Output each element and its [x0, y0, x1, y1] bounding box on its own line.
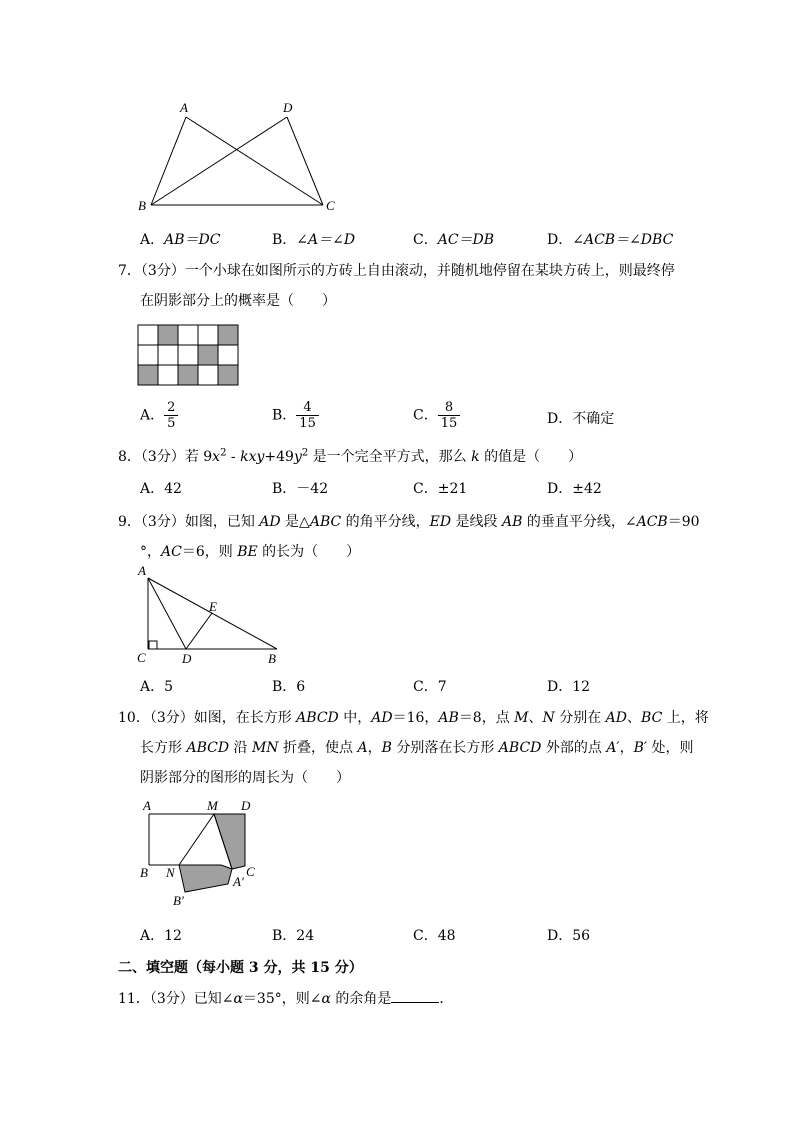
q8-option-d-letter: D． — [547, 481, 573, 497]
q6-option-a[interactable] — [140, 229, 220, 249]
q10-l1c: ＝16， — [392, 710, 439, 726]
q7-option-c-letter: C． — [413, 407, 438, 424]
q7-option-b-fraction — [296, 400, 319, 431]
q10-l2g: ， — [619, 740, 634, 756]
q6-option-c-letter: C． — [413, 232, 438, 248]
q7-option-c[interactable] — [413, 400, 460, 431]
q9-be: BE — [237, 544, 258, 560]
q11-alpha: α — [233, 991, 243, 1007]
q7-option-a-num: 2 — [164, 400, 178, 416]
q11-prefix: 11．（3分）已知∠ — [118, 991, 234, 1007]
q8-option-a[interactable] — [140, 478, 182, 498]
q6-option-d-letter: D． — [547, 232, 573, 248]
q8-option-c-letter: C． — [413, 481, 438, 497]
q9-l2c: 的长为（ ） — [257, 544, 361, 560]
q9-l1c: 的角平分线， — [341, 514, 430, 530]
q9-option-b-text: 6 — [296, 679, 306, 695]
q7-option-d-letter: D． — [547, 411, 573, 427]
q9-ad: AD — [259, 514, 281, 530]
q6-option-b-letter: B． — [272, 232, 297, 248]
q10-bp: B′ — [633, 740, 648, 756]
q8-option-b-letter: B． — [272, 481, 297, 497]
q7-tile-grid — [138, 325, 238, 385]
q11-mid: ＝35°，则∠ — [242, 991, 322, 1007]
q10-option-b-text: 24 — [296, 928, 315, 944]
q10-stem-line2 — [140, 737, 694, 757]
q8-var-x: x — [212, 449, 221, 465]
q6-option-a-letter: A． — [140, 232, 165, 248]
q8-option-d-text: ±42 — [572, 481, 602, 497]
q10-abcd2: ABCD — [186, 740, 230, 756]
q7-option-a-fraction — [164, 400, 178, 431]
q9-acb: ACB — [636, 514, 668, 530]
q9-option-c-letter: C． — [413, 679, 438, 695]
q9-option-c[interactable] — [413, 676, 447, 696]
q10-l2d: ， — [367, 740, 382, 756]
q9-label-a: A — [138, 563, 146, 578]
q10-ap: A′ — [606, 740, 620, 756]
q8-option-b[interactable] — [272, 478, 328, 498]
q9-ed: ED — [429, 514, 452, 530]
q6-line-bd — [151, 117, 287, 205]
q7-option-d[interactable] — [547, 408, 614, 428]
q6-option-d-text: ∠ACB＝∠DBC — [572, 232, 674, 248]
q6-option-b-text: ∠A＝∠D — [296, 232, 356, 248]
q10-abcd3: ABCD — [498, 740, 542, 756]
q7-option-b-num: 4 — [296, 400, 319, 416]
q10-l1a: 10．（3分）如图，在长方形 — [118, 710, 297, 726]
q8-stem-prefix: 8．（3分）若 9 — [118, 449, 213, 465]
q8-minus: - — [226, 449, 241, 465]
q10-label-a-prime: A′ — [233, 874, 244, 889]
section-2-title: 二、填空题（每小题 3 分，共 15 分） — [118, 960, 363, 976]
q9-l1f: ＝90 — [667, 514, 700, 530]
q7-option-c-fraction — [438, 400, 461, 431]
q10-label-b-prime: B′ — [173, 893, 184, 908]
q10-b: B — [381, 740, 392, 756]
q7-option-b-den: 15 — [299, 416, 316, 431]
q9-option-b[interactable] — [272, 676, 305, 696]
q10-l2h: 处，则 — [647, 740, 694, 756]
q7-option-b-letter: B． — [272, 407, 297, 424]
q11-end: ． — [439, 991, 454, 1007]
q10-ad: AD — [371, 710, 393, 726]
q10-option-c-letter: C． — [413, 928, 438, 944]
q10-ad2: AD — [605, 710, 628, 726]
q6-option-d[interactable] — [547, 229, 673, 249]
q6-line-ba — [151, 117, 186, 205]
q10-m: M — [514, 710, 529, 726]
q9-l1a: 9．（3分）如图，已知 — [118, 514, 260, 530]
q6-option-c-text: AC＝DB — [437, 232, 495, 248]
q10-l1d: ＝8，点 — [458, 710, 515, 726]
q7-option-a-letter: A． — [140, 407, 165, 424]
q10-option-d-letter: D． — [547, 928, 573, 944]
q9-l1b: 是△ — [280, 514, 310, 530]
q8-k: k — [471, 449, 480, 465]
q6-label-a: A — [180, 100, 188, 115]
q9-option-a-letter: A． — [140, 679, 165, 695]
q10-l1b: 中， — [338, 710, 372, 726]
q10-option-c[interactable] — [413, 925, 456, 945]
q9-label-b: B — [268, 651, 276, 666]
q7-option-c-num: 8 — [438, 400, 461, 416]
q8-plus: +49 — [264, 449, 294, 465]
q10-label-m: M — [207, 798, 218, 813]
q10-n: N — [542, 710, 555, 726]
q8-option-c-text: ±21 — [437, 481, 468, 497]
q6-label-d: D — [283, 100, 293, 115]
q10-label-b: B — [140, 865, 148, 880]
q10-label-d: D — [241, 798, 251, 813]
q9-ab: AB — [502, 514, 523, 530]
q8-var-y: y — [293, 449, 302, 465]
q8-option-a-text: 42 — [164, 481, 182, 497]
q10-option-a[interactable] — [140, 925, 182, 945]
q10-mn: MN — [251, 740, 279, 756]
q10-l1g: 、 — [627, 710, 642, 726]
q10-l2c: 折叠，使点 — [278, 740, 358, 756]
q10-l2b: 沿 — [229, 740, 252, 756]
q10-l1e: 、 — [528, 710, 543, 726]
q9-stem-line1 — [118, 511, 700, 531]
q6-line-ac — [186, 117, 323, 205]
q8-kxy: kxy — [240, 449, 265, 465]
q10-option-d-text: 56 — [572, 928, 591, 944]
q10-l2a: 长方形 — [140, 740, 187, 756]
q9-l1e: 的垂直平分线，∠ — [522, 514, 637, 530]
q8-option-c[interactable] — [413, 478, 467, 498]
q10-label-a: A — [143, 798, 151, 813]
q9-figure — [140, 575, 280, 655]
q9-option-b-letter: B． — [272, 679, 297, 695]
q9-stem-line2 — [140, 541, 360, 561]
q8-stem — [118, 446, 582, 466]
q10-option-b[interactable] — [272, 925, 314, 945]
q6-option-a-text: AB＝DC — [164, 232, 221, 248]
q10-label-n: N — [166, 865, 175, 880]
q8-option-d[interactable] — [547, 478, 602, 498]
q9-label-e: E — [209, 599, 217, 614]
q10-option-d[interactable] — [547, 925, 590, 945]
q11-suffix: 的余角是 — [330, 991, 392, 1007]
q9-l2b: ＝6，则 — [181, 544, 238, 560]
q10-l2f: 外部的点 — [541, 740, 607, 756]
q6-option-c[interactable] — [413, 229, 494, 249]
q9-option-d-text: 12 — [572, 679, 591, 695]
q9-label-c: C — [137, 650, 146, 665]
q10-abcd: ABCD — [296, 710, 339, 726]
q7-stem-line1: 7．（3分）一个小球在如图所示的方砖上自由滚动，并随机地停留在某块方砖上，则最终停 — [118, 263, 675, 279]
q8-option-b-text: －42 — [296, 481, 329, 497]
q11-stem — [118, 988, 453, 1008]
q9-ac: AC — [161, 544, 182, 560]
q9-option-a-text: 5 — [164, 679, 174, 695]
q9-option-c-text: 7 — [437, 679, 447, 695]
q10-option-a-letter: A． — [140, 928, 165, 944]
q9-abc: ABC — [309, 514, 342, 530]
q8-exp1: 2 — [220, 447, 227, 459]
q9-l2a: °， — [140, 544, 161, 560]
q10-a: A — [357, 740, 368, 756]
q7-option-a-den: 5 — [167, 416, 176, 431]
q10-option-a-text: 12 — [164, 928, 182, 944]
q9-l1d: 是线段 — [451, 514, 503, 530]
q10-l1f: 分别在 — [554, 710, 606, 726]
q6-line-dc — [287, 117, 323, 205]
q10-label-c: C — [246, 864, 255, 879]
q10-l2e: 分别落在长方形 — [391, 740, 499, 756]
q10-stem-line1 — [118, 707, 709, 727]
q7-option-d-text: 不确定 — [572, 411, 615, 427]
q9-option-a[interactable] — [140, 676, 173, 696]
q9-label-d: D — [182, 651, 192, 666]
q7-stem-line2: 在阴影部分上的概率是（ ） — [140, 293, 336, 309]
q6-option-b[interactable] — [272, 229, 355, 249]
q10-l1h: 上，将 — [662, 710, 709, 726]
q9-option-d[interactable] — [547, 676, 590, 696]
q9-option-d-letter: D． — [547, 679, 573, 695]
q8-suffix1: 是一个完全平方式，那么 — [308, 449, 472, 465]
q10-option-b-letter: B． — [272, 928, 297, 944]
q11-alpha2: α — [321, 991, 331, 1007]
q7-option-a[interactable] — [140, 400, 178, 431]
q7-option-b[interactable] — [272, 400, 319, 431]
q8-exp2: 2 — [301, 447, 309, 459]
q7-option-c-den: 15 — [440, 416, 458, 431]
q10-bc: BC — [641, 710, 663, 726]
q10-ab: AB — [438, 710, 459, 726]
q11-answer-blank[interactable] — [391, 990, 439, 1003]
q8-suffix2: 的值是（ ） — [479, 449, 583, 465]
q10-option-c-text: 48 — [437, 928, 456, 944]
q10-stem-line3: 阴影部分的图形的周长为（ ） — [140, 770, 350, 786]
q6-label-b: B — [138, 198, 146, 213]
q6-figure — [140, 112, 340, 212]
q8-option-a-letter: A． — [140, 481, 165, 497]
q6-label-c: C — [326, 198, 335, 213]
